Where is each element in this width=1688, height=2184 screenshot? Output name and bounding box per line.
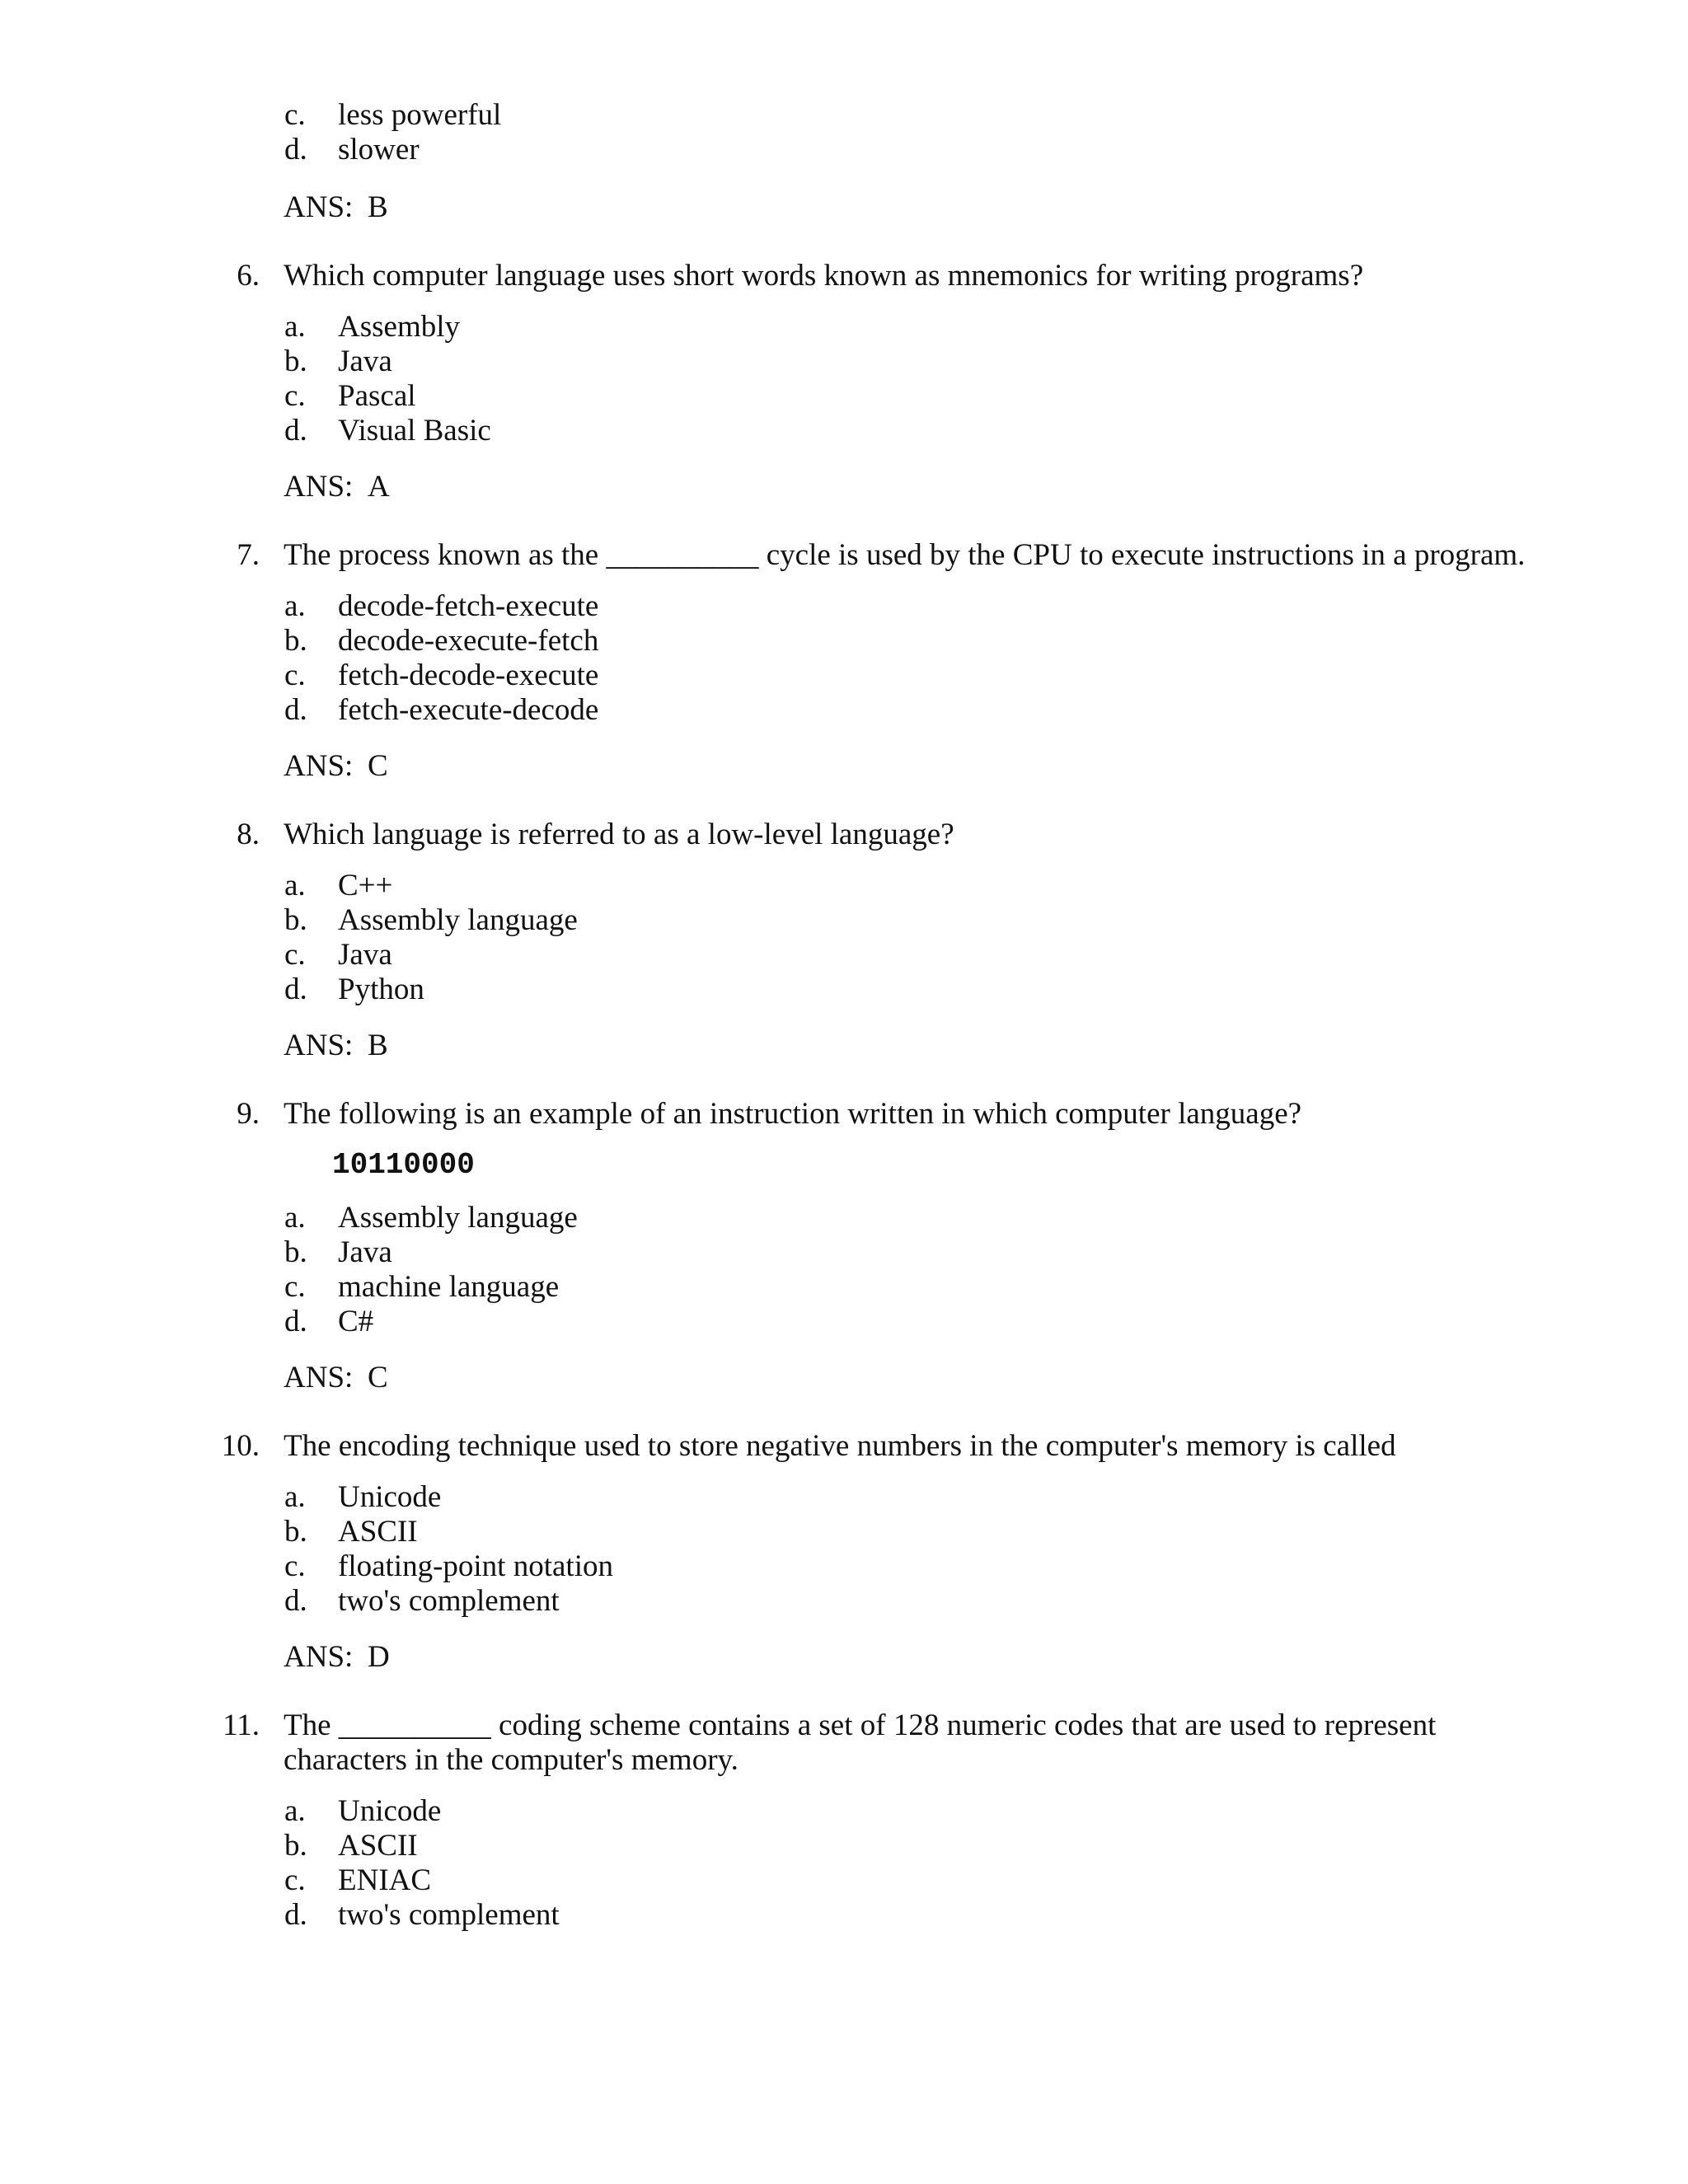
question-text: The process known as the __________ cycle is used by the CPU to execute instructions in a program. [284,538,1526,572]
option-letter: a. [284,310,306,344]
option-text: ASCII [338,1515,418,1549]
question-number: 10. [221,1429,260,1463]
answer-value: D [368,1640,390,1674]
option-text: C++ [338,869,393,902]
answer-label: ANS: [284,1029,354,1062]
answer-value: A [368,470,390,504]
option-letter: d. [284,1584,307,1618]
question-text: Which computer language uses short words known as mnemonics for writing programs? [284,259,1364,293]
question-number: 8. [237,818,260,851]
option-letter: c. [284,1270,306,1304]
option-letter: b. [284,1235,307,1269]
answer-label: ANS: [284,749,354,783]
option-letter: c. [284,379,306,413]
option-letter: b. [284,624,307,658]
option-text: ASCII [338,1829,418,1863]
option-text: slower [338,133,420,166]
answer-line [284,190,388,225]
option-text: less powerful [338,98,502,132]
option-text: Java [338,1235,392,1269]
option-letter: a. [284,589,306,623]
answer-label: ANS: [284,1640,354,1674]
code-sample: 10110000 [332,1148,475,1182]
option-text: decode-execute-fetch [338,624,599,658]
option-text: Java [338,344,392,378]
option-text: machine language [338,1270,560,1304]
answer-value: B [368,190,388,224]
option-text: C# [338,1305,374,1338]
answer-line [284,1640,390,1675]
option-letter: d. [284,1898,307,1932]
answer-label: ANS: [284,470,354,504]
option-letter: b. [284,903,307,937]
option-text: floating-point notation [338,1549,613,1583]
answer-line [284,1029,388,1063]
option-text: two's complement [338,1584,560,1618]
option-letter: c. [284,98,306,132]
answer-line [284,470,390,504]
option-text: Assembly language [338,1201,578,1235]
question-text: Which language is referred to as a low-level language? [284,818,954,851]
option-text: Java [338,938,392,972]
answer-value: C [368,749,388,783]
option-letter: d. [284,972,307,1006]
option-text: Python [338,972,424,1006]
question-text: The encoding technique used to store negative numbers in the computer's memory is called [284,1429,1396,1463]
answer-value: B [368,1029,388,1062]
answer-line [284,749,388,784]
option-letter: a. [284,1794,306,1828]
option-letter: b. [284,1515,307,1549]
question-number: 6. [237,259,260,293]
question-text: The following is an example of an instruction written in which computer language? [284,1097,1302,1131]
option-text: Assembly [338,310,460,344]
option-text: two's complement [338,1898,560,1932]
option-letter: d. [284,414,307,448]
option-letter: b. [284,1829,307,1863]
option-letter: c. [284,1863,306,1897]
question-text: The __________ coding scheme contains a set of 128 numeric codes that are used to represent [284,1708,1437,1742]
option-letter: a. [284,869,306,902]
question-number: 7. [237,538,260,572]
option-letter: a. [284,1480,306,1514]
option-text: Assembly language [338,903,578,937]
option-text: fetch-execute-decode [338,693,599,727]
answer-label: ANS: [284,190,354,224]
answer-value: C [368,1361,388,1394]
answer-line [284,1361,388,1395]
option-letter: d. [284,133,307,166]
option-text: Unicode [338,1480,442,1514]
option-letter: d. [284,693,307,727]
question-number: 9. [237,1097,260,1131]
option-letter: c. [284,658,306,692]
question-text-continued: characters in the computer's memory. [284,1743,738,1777]
question-number: 11. [223,1708,260,1742]
option-text: Pascal [338,379,416,413]
answer-label: ANS: [284,1361,354,1394]
option-letter: c. [284,1549,306,1583]
option-letter: d. [284,1305,307,1338]
option-text: decode-fetch-execute [338,589,599,623]
option-letter: a. [284,1201,306,1235]
option-text: Visual Basic [338,414,491,448]
option-letter: b. [284,344,307,378]
option-text: fetch-decode-execute [338,658,599,692]
option-text: Unicode [338,1794,442,1828]
option-letter: c. [284,938,306,972]
option-text: ENIAC [338,1863,432,1897]
